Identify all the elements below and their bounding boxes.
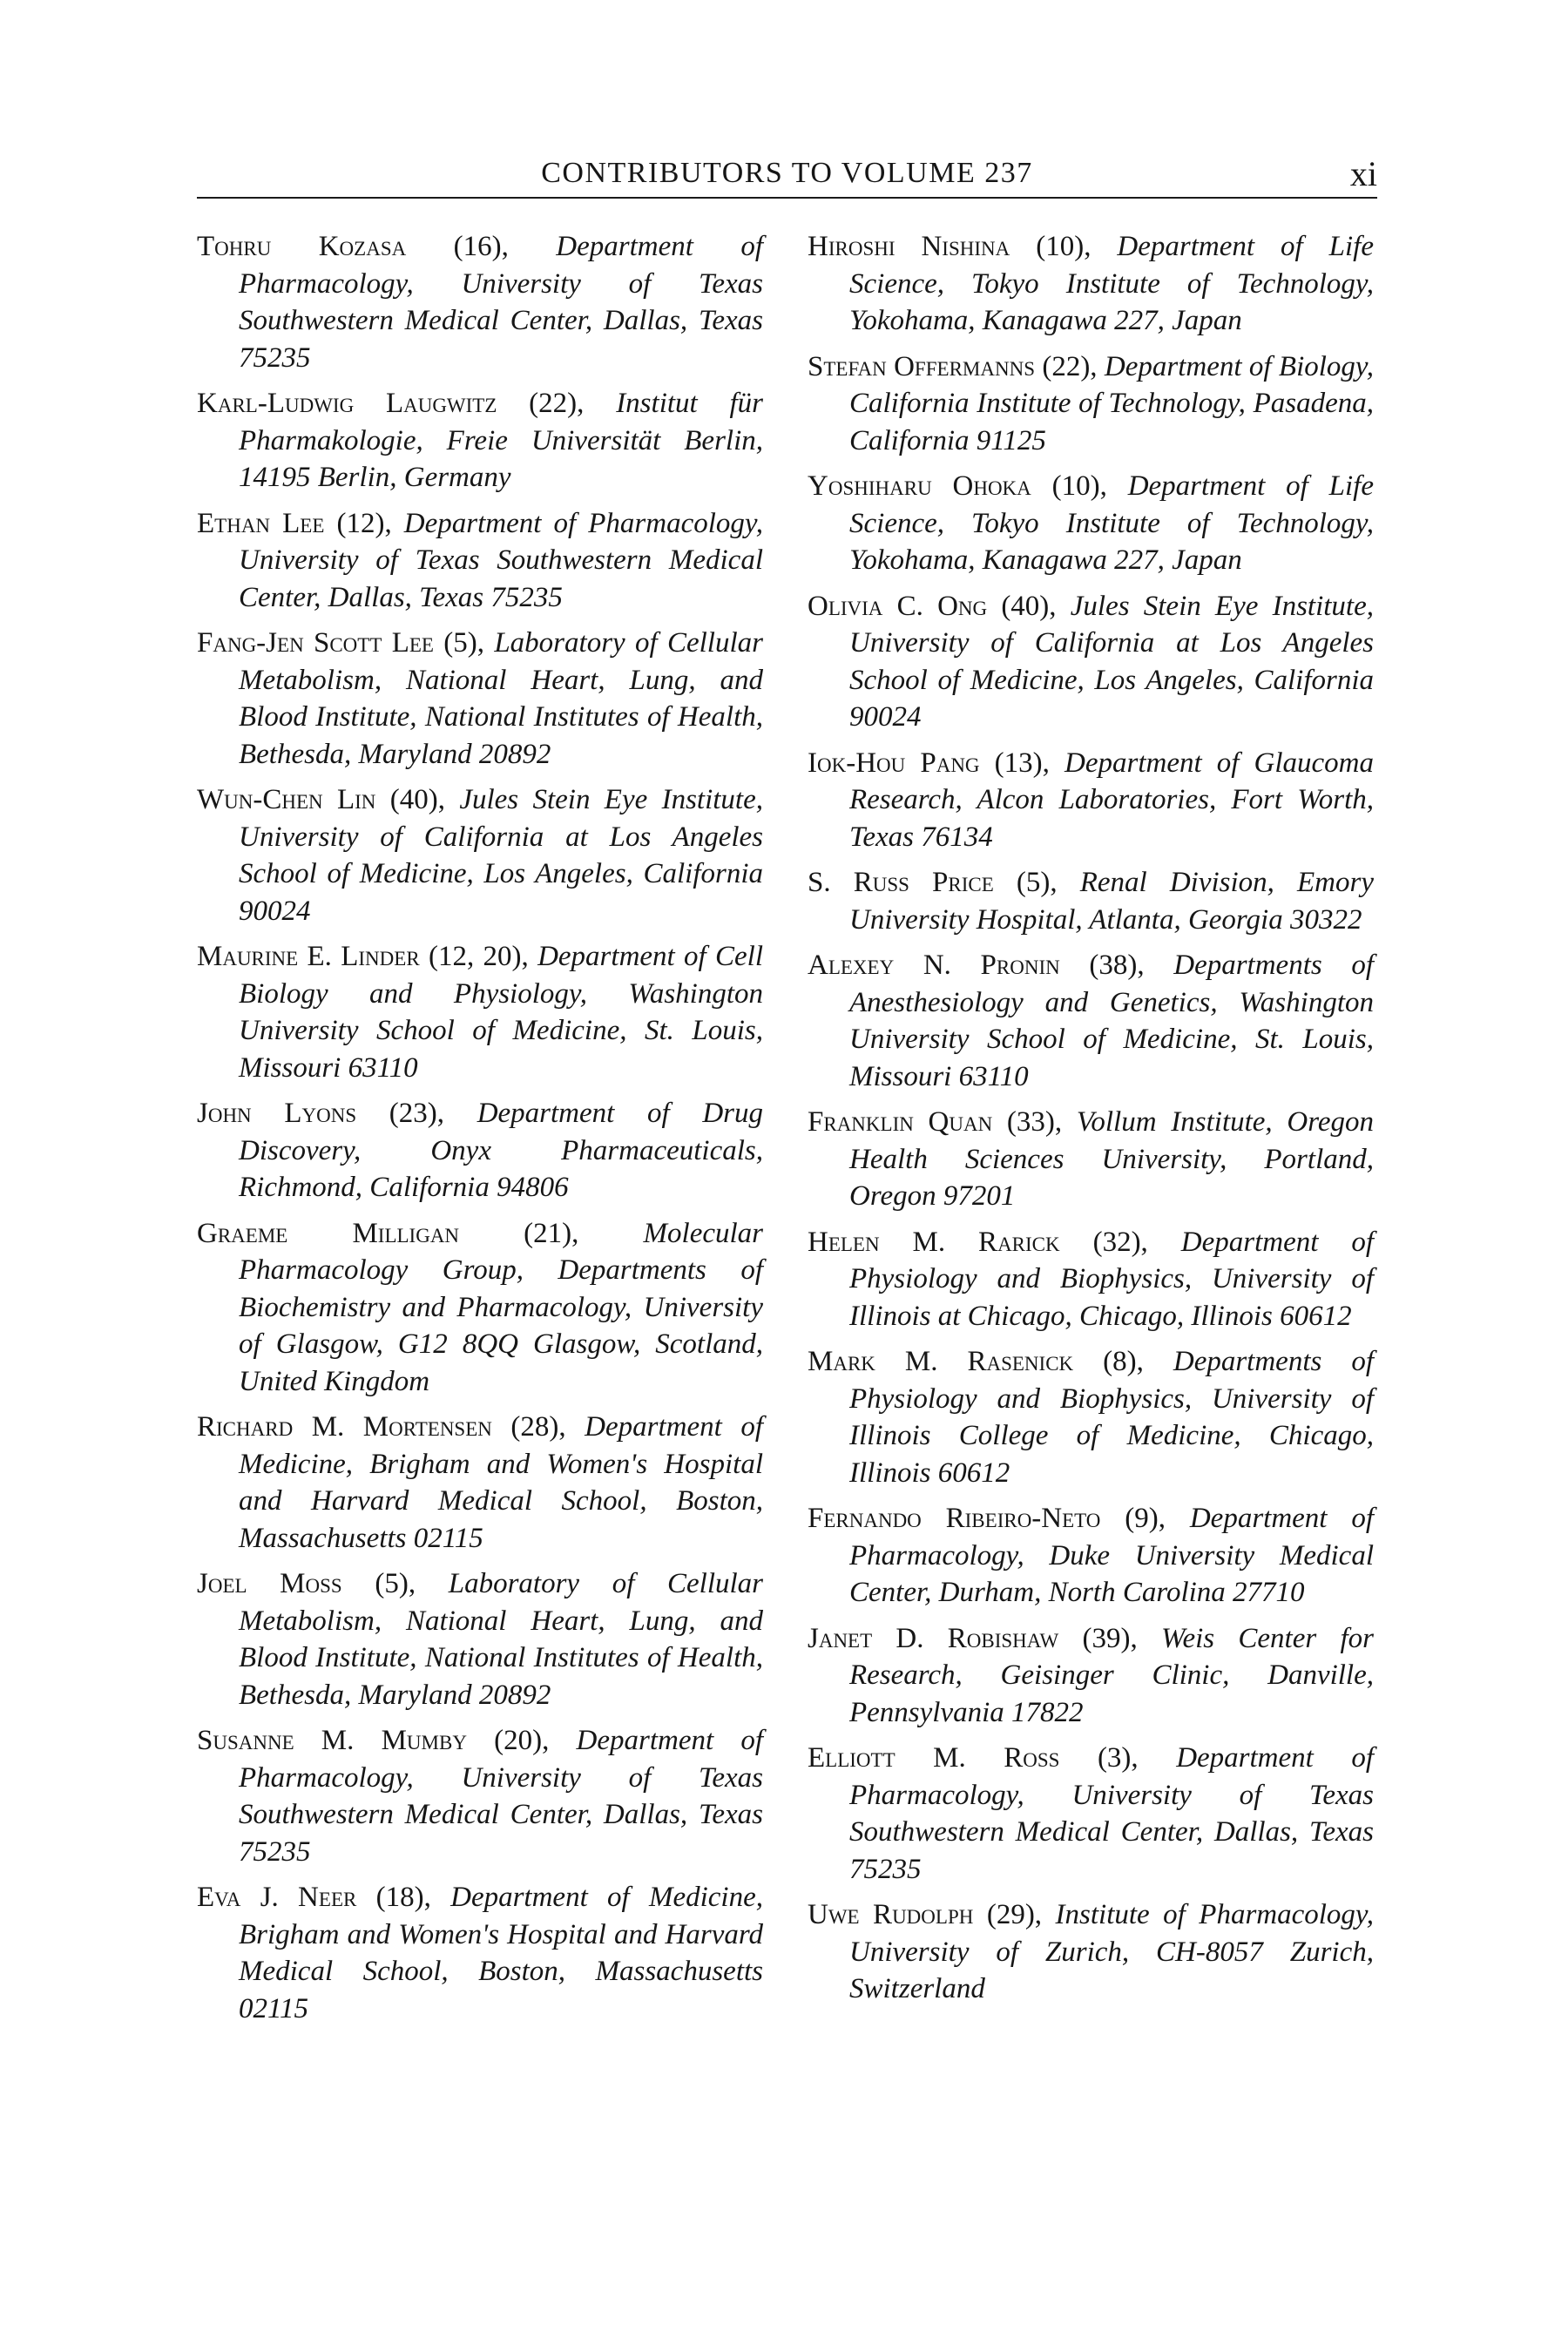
contributor-entry xyxy=(197,1095,763,1206)
contributor-name: Franklin Quan xyxy=(808,1106,993,1138)
contributor-name: Janet D. Robishaw xyxy=(808,1622,1059,1654)
contributor-affiliation: Department of Physiology and Biophysics, University of Illinois at Chicago, Chicago, Illinois 60612 xyxy=(849,1226,1374,1332)
chapter-ref: (12, 20), xyxy=(419,941,538,972)
contributor-entry xyxy=(808,947,1374,1095)
chapter-ref: (3), xyxy=(1059,1742,1177,1774)
chapter-ref: (28), xyxy=(491,1411,585,1443)
chapter-ref: (10), xyxy=(1010,231,1118,262)
contributor-entry xyxy=(808,468,1374,579)
contributor-name: Wun-Chen Lin xyxy=(197,784,376,815)
contributor-affiliation: Weis Center for Research, Geisinger Clinic, Danville, Pennsylvania 17822 xyxy=(849,1622,1374,1728)
contributor-affiliation: Institut für Pharmakologie, Freie Universität Berlin, 14195 Berlin, Germany xyxy=(239,388,763,493)
contributor-entry xyxy=(808,1896,1374,2008)
contributor-entry xyxy=(808,1224,1374,1335)
chapter-ref: (16), xyxy=(406,231,557,262)
contributor-entry xyxy=(808,745,1374,856)
contributor-name: Richard M. Mortensen xyxy=(197,1411,492,1443)
contributor-affiliation: Department of Pharmacology, University of Texas Southwestern Medical Center, Dallas, Texas 75235 xyxy=(849,1742,1374,1885)
contributor-affiliation: Department of Cell Biology and Physiology, Washington University School of Medicine, St. Louis, Missouri 63110 xyxy=(239,941,763,1084)
contributor-affiliation: Department of Pharmacology, Duke University Medical Center, Durham, North Carolina 27710 xyxy=(849,1503,1374,1608)
contributor-affiliation: Departments of Anesthesiology and Genetics, Washington University School of Medicine, St. Louis, Missouri 63110 xyxy=(849,950,1375,1092)
contributor-affiliation: Renal Division, Emory University Hospital, Atlanta, Georgia 30322 xyxy=(849,867,1374,936)
contributors-left-column xyxy=(197,228,763,2036)
chapter-ref: (22), xyxy=(497,388,617,419)
contributor-entry xyxy=(808,864,1374,938)
contributors-right-column xyxy=(808,228,1374,2017)
chapter-ref: (22), xyxy=(1034,350,1105,382)
contributor-name: Tohru Kozasa xyxy=(197,231,407,262)
contributor-affiliation: Department of Medicine, Brigham and Women's Hospital and Harvard Medical School, Boston, Massachusetts 02115 xyxy=(239,1882,763,2024)
contributor-name: Hiroshi Nishina xyxy=(808,231,1010,262)
contributor-entry xyxy=(808,1740,1374,1888)
contributor-name: S. Russ Price xyxy=(808,867,994,898)
contributor-affiliation: Department of Pharmacology, University of Texas Southwestern Medical Center, Dallas, Texas 75235 xyxy=(239,507,763,613)
chapter-ref: (20), xyxy=(466,1725,577,1756)
contributor-entry xyxy=(808,348,1374,460)
chapter-ref: (12), xyxy=(324,507,404,539)
running-title: CONTRIBUTORS TO VOLUME 237 xyxy=(541,157,1033,189)
contributor-affiliation: Jules Stein Eye Institute, University of California at Los Angeles School of Medicine, Los Angeles, California 90024 xyxy=(849,590,1374,733)
contributor-entry xyxy=(197,228,763,376)
contributor-affiliation: Molecular Pharmacology Group, Departments of Biochemistry and Pharmacology, University of Glasgow, G12 8QQ Glasgow, Scotland, United Kingdom xyxy=(239,1217,763,1397)
contributor-name: Stefan Offermanns xyxy=(808,350,1035,382)
contributor-name: Karl-Ludwig Laugwitz xyxy=(197,388,497,419)
chapter-ref: (13), xyxy=(979,747,1064,779)
contributor-name: Joel Moss xyxy=(197,1568,342,1599)
contributor-entry xyxy=(197,1722,763,1870)
contributor-affiliation: Department of Drug Discovery, Onyx Pharmaceuticals, Richmond, California 94806 xyxy=(239,1098,763,1203)
contributor-name: Maurine E. Linder xyxy=(197,941,420,972)
contributor-entry xyxy=(808,1620,1374,1732)
chapter-ref: (8), xyxy=(1073,1346,1173,1377)
contributor-name: Fang-Jen Scott Lee xyxy=(197,627,434,659)
chapter-ref: (5), xyxy=(993,867,1080,898)
contributor-entry xyxy=(808,1104,1374,1215)
chapter-ref: (33), xyxy=(992,1106,1077,1138)
contributor-affiliation: Vollum Institute, Oregon Health Sciences University, Portland, Oregon 97201 xyxy=(849,1106,1374,1212)
contributor-name: Graeme Milligan xyxy=(197,1217,460,1249)
contributor-affiliation: Laboratory of Cellular Metabolism, National Heart, Lung, and Blood Institute, National Institutes of Health, Bethesda, Maryland 20892 xyxy=(239,1568,764,1711)
contributor-name: Olivia C. Ong xyxy=(808,590,988,622)
contributor-name: Helen M. Rarick xyxy=(808,1226,1060,1258)
contributor-name: Uwe Rudolph xyxy=(808,1899,974,1930)
chapter-ref: (21), xyxy=(459,1217,644,1249)
contributor-name: Yoshiharu Ohoka xyxy=(808,470,1031,502)
chapter-ref: (29), xyxy=(973,1899,1056,1930)
contributor-entry xyxy=(197,938,763,1086)
contributor-affiliation: Institute of Pharmacology, University of Zurich, CH-8057 Zurich, Switzerland xyxy=(849,1899,1375,2004)
contributor-affiliation: Jules Stein Eye Institute, University of California at Los Angeles School of Medicine, Los Angeles, California 90024 xyxy=(239,784,763,927)
chapter-ref: (40), xyxy=(375,784,460,815)
running-header xyxy=(197,153,1377,199)
contributor-affiliation: Laboratory of Cellular Metabolism, National Heart, Lung, and Blood Institute, National Institutes of Health, Bethesda, Maryland 20892 xyxy=(239,627,763,770)
contributor-entry xyxy=(808,1343,1374,1491)
chapter-ref: (9), xyxy=(1100,1503,1190,1534)
contributor-name: Eva J. Neer xyxy=(197,1882,357,1913)
contributor-name: Ethan Lee xyxy=(197,507,325,539)
contributor-affiliation: Department of Biology, California Institute of Technology, Pasadena, California 91125 xyxy=(849,350,1374,456)
contributor-entry xyxy=(197,1215,763,1401)
contributor-name: Susanne M. Mumby xyxy=(197,1725,467,1756)
contributor-entry xyxy=(197,1409,763,1557)
contributor-name: Alexey N. Pronin xyxy=(808,950,1060,981)
chapter-ref: (40), xyxy=(987,590,1071,622)
chapter-ref: (5), xyxy=(433,627,495,659)
chapter-ref: (10), xyxy=(1031,470,1128,502)
contributor-entry xyxy=(808,1500,1374,1612)
chapter-ref: (39), xyxy=(1058,1622,1162,1654)
contributor-name: Mark M. Rasenick xyxy=(808,1346,1074,1377)
contributor-affiliation: Department of Glaucoma Research, Alcon Laboratories, Fort Worth, Texas 76134 xyxy=(849,747,1374,853)
contributor-entry xyxy=(197,1565,763,1713)
contributor-affiliation: Department of Pharmacology, University of Texas Southwestern Medical Center, Dallas, Texas 75235 xyxy=(239,1725,763,1868)
chapter-ref: (23), xyxy=(356,1098,477,1129)
contributor-entry xyxy=(197,625,763,773)
contributor-affiliation: Department of Life Science, Tokyo Institute of Technology, Yokohama, Kanagawa 227, Japan xyxy=(849,231,1374,336)
contributor-affiliation: Department of Life Science, Tokyo Institute of Technology, Yokohama, Kanagawa 227, Japan xyxy=(849,470,1374,576)
page-number: xi xyxy=(1349,154,1377,193)
contributor-name: Fernando Ribeiro-Neto xyxy=(808,1503,1101,1534)
contributor-name: Iok-Hou Pang xyxy=(808,747,980,779)
contributor-entry xyxy=(197,1879,763,2027)
contributor-affiliation: Department of Pharmacology, University of Texas Southwestern Medical Center, Dallas, Texas 75235 xyxy=(239,231,763,374)
chapter-ref: (32), xyxy=(1059,1226,1181,1258)
contributor-name: John Lyons xyxy=(197,1098,357,1129)
chapter-ref: (38), xyxy=(1059,950,1174,981)
chapter-ref: (5), xyxy=(341,1568,449,1599)
contributor-entry xyxy=(808,228,1374,340)
contributor-entry xyxy=(197,505,763,617)
chapter-ref: (18), xyxy=(356,1882,451,1913)
contributor-entry xyxy=(197,385,763,497)
contributor-affiliation: Departments of Physiology and Biophysics, University of Illinois College of Medicine, Chicago, Illinois 60612 xyxy=(849,1346,1374,1489)
contributor-name: Elliott M. Ross xyxy=(808,1742,1060,1774)
contributor-affiliation: Department of Medicine, Brigham and Women's Hospital and Harvard Medical School, Boston, Massachusetts 02115 xyxy=(239,1411,763,1554)
contributor-entry xyxy=(197,781,763,929)
contributor-entry xyxy=(808,588,1374,736)
